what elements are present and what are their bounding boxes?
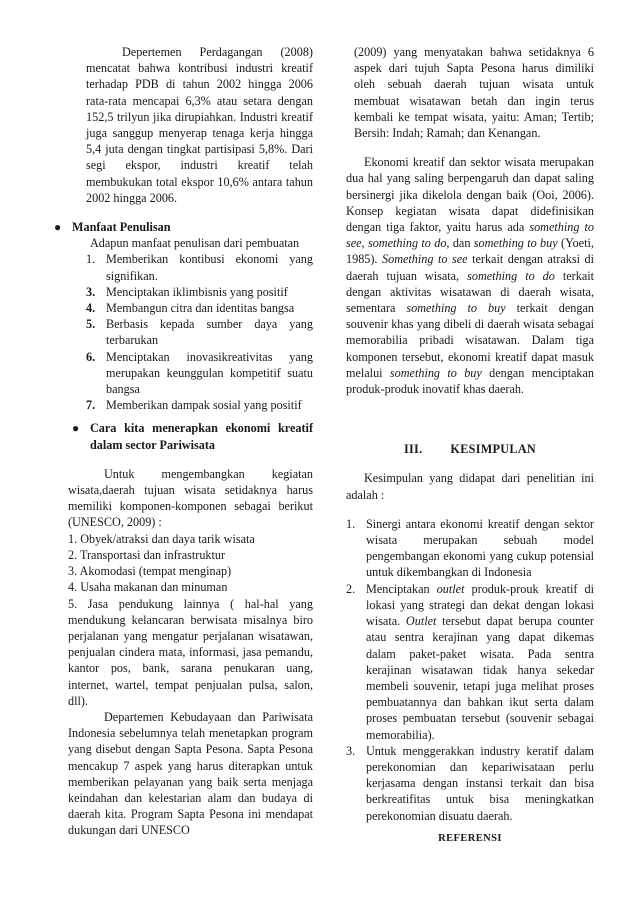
conclusions-list [346,516,594,824]
referensi-heading: REFERENSI [438,832,502,844]
paragraph-jasa: 5. Jasa pendukung lainnya ( hal-hal yang mendukung kelancaran berwisata misalnya biro perjalanan yang mengatur perjalanan wisatawan, penjualan cindera mata, informasi, jasa pemandu, kantor pos, bank, sarana penukaran uang, internet, wartel, tempat penjualan pulsa, salon, dll). [68,596,313,708]
paragraph-depertemen: Depertemen Perdagangan (2008) mencatat bahwa kontribusi industri kreatif terhadap PDB di tahun 2002 hingga 2006 rata-rata mencapai 6,3% atau setara dengan 152,5 trilyun jika dirupiahkan. Industri kreatif juga sanggup menyerap tenaga kerja hingga 5,4 juta dengan tingkat partisipasi 5,8%. Dari segi ekspor, industri kreatif telah membukukan total ekspor 10,6% antara tahun 2002 hingga 2006. [86,45,313,205]
paragraph-departemen: Departemen Kebudayaan dan Pariwisata Indonesia sebelumnya telah menetapkan program yang disebut dengan Sapta Pesona. Sapta Pesona mencakup 7 aspek yang harus diterapkan untuk memberikan pelayanan yang baik serta menjaga keindahan dan kelestarian alam dan budaya di daerah kita. Program Sapta Pesona ini mendapat dukungan dari UNESCO [68,709,313,838]
list-item: 1. Obyek/atraksi dan daya tarik wisata [68,531,255,546]
paragraph-untuk: Untuk mengembangkan kegiatan wisata,daerah tujuan wisata setidaknya harus memiliki komponen-komponen sebagai berikut (UNESCO, 2009) : [68,466,313,530]
list-item: 2. Menciptakan outlet produk-prouk kreatif di lokasi yang strategi dan dekat dengan lokasi wisata. Outlet tersebut dapat berupa counter atau sentra kerajinan yang dapat dikemas dalam paket-paket wisata. Pada sentra kerajinan wisatawan tidak hanya sekedar membeli souvenir, tetapi juga melihat proses pembuatannya dan bahkan ikut serta dalam proses pembuatan tersebut (souvenir sebagai memorabilia). [346,581,594,742]
bullet-icon: ● [72,421,80,436]
list-item: 3. Akomodasi (tempat menginap) [68,564,232,579]
bullet-icon: ● [54,220,62,235]
list-item: 5. Berbasis kepada sumber daya yang terbarukan [86,317,313,348]
list-item: 4. Membangun citra dan identitas bangsa [86,301,295,316]
list-item: 4. Usaha makanan dan minuman [68,580,228,595]
section-title: Manfaat Penulisan [72,220,171,235]
list-item: 3. Untuk menggerakkan industry keratif dalam perekonomian dan kepariwisataan perlu kerjasama dengan instansi terkait dan bisa berkreatifitas untuk bisa meningkatkan perekonomian disuatu daerah. [346,743,594,823]
list-item: 6. Menciptakan inovasikreativitas yang merupakan keunggulan kompetitif suatu bangsa [86,349,313,397]
list-item: 7. Memberikan dampak sosial yang positif [86,398,302,413]
list-item: 3. Menciptakan iklimbisnis yang positif [86,284,288,299]
right-column [346,44,594,847]
list-item: 1. Sinergi antara ekonomi kreatif dengan sektor wisata merupakan sebuah model pengembangan ekonomi yang cukup potensial untuk dikembangkan di Indonesia [346,516,594,580]
section-title: Cara kita menerapkan ekonomi kreatif dalam sector Pariwisata [90,421,313,452]
section-cara-heading [68,420,313,452]
section-heading-kesimpulan: III. KESIMPULAN [403,442,537,457]
left-column [54,44,313,839]
paragraph-ekonomi-kreatif: Ekonomi kreatif dan sektor wisata merupakan dua hal yang saling berpengaruh dan dapat saling bersinergi jika dikelola dengan baik (Ooi, 2006). Konsep kegiatan wisata dapat didefinisikan dengan tiga faktor, yaitu harus ada something to see, something to do, dan something to buy (Yoeti, 1985). Something to see terkait dengan atraksi di daerah tujuan wisata, something to do terkait dengan aktivitas wisatawan di daerah wisata, sementara something to buy terkait dengan souvenir khas yang dibeli di daerah wisata sebagai memorabilia pribadi wisatawan. Dalam tiga komponen tersebut, ekonomi kreatif dapat masuk melalui something to buy dengan menciptakan produk-produk inovatif khas daerah. [346,155,594,397]
components-list [68,531,313,596]
paragraph-kesimpulan: Kesimpulan yang didapat dari penelitian ini adalah : [346,471,594,502]
list-item: 2. Transportasi dan infrastruktur [68,547,226,562]
list-item: 1. Memberikan kontibusi ekonomi yang signifikan. [86,252,313,283]
benefits-list [68,251,313,413]
section-intro: Adapun manfaat penulisan dari pembuatan [90,236,300,251]
section-manfaat-heading [54,219,313,235]
paragraph-unesco-cont: (2009) yang menyatakan bahwa setidaknya 6 aspek dari tujuh Sapta Pesona harus dimiliki oleh sebuah daerah tujuan wisata untuk membuat wisatawan betah dan ingin terus kembali ke tempat wisata, yaitu: Aman; Tertib; Bersih: Indah; Ramah; dan Kenangan. [354,45,594,141]
